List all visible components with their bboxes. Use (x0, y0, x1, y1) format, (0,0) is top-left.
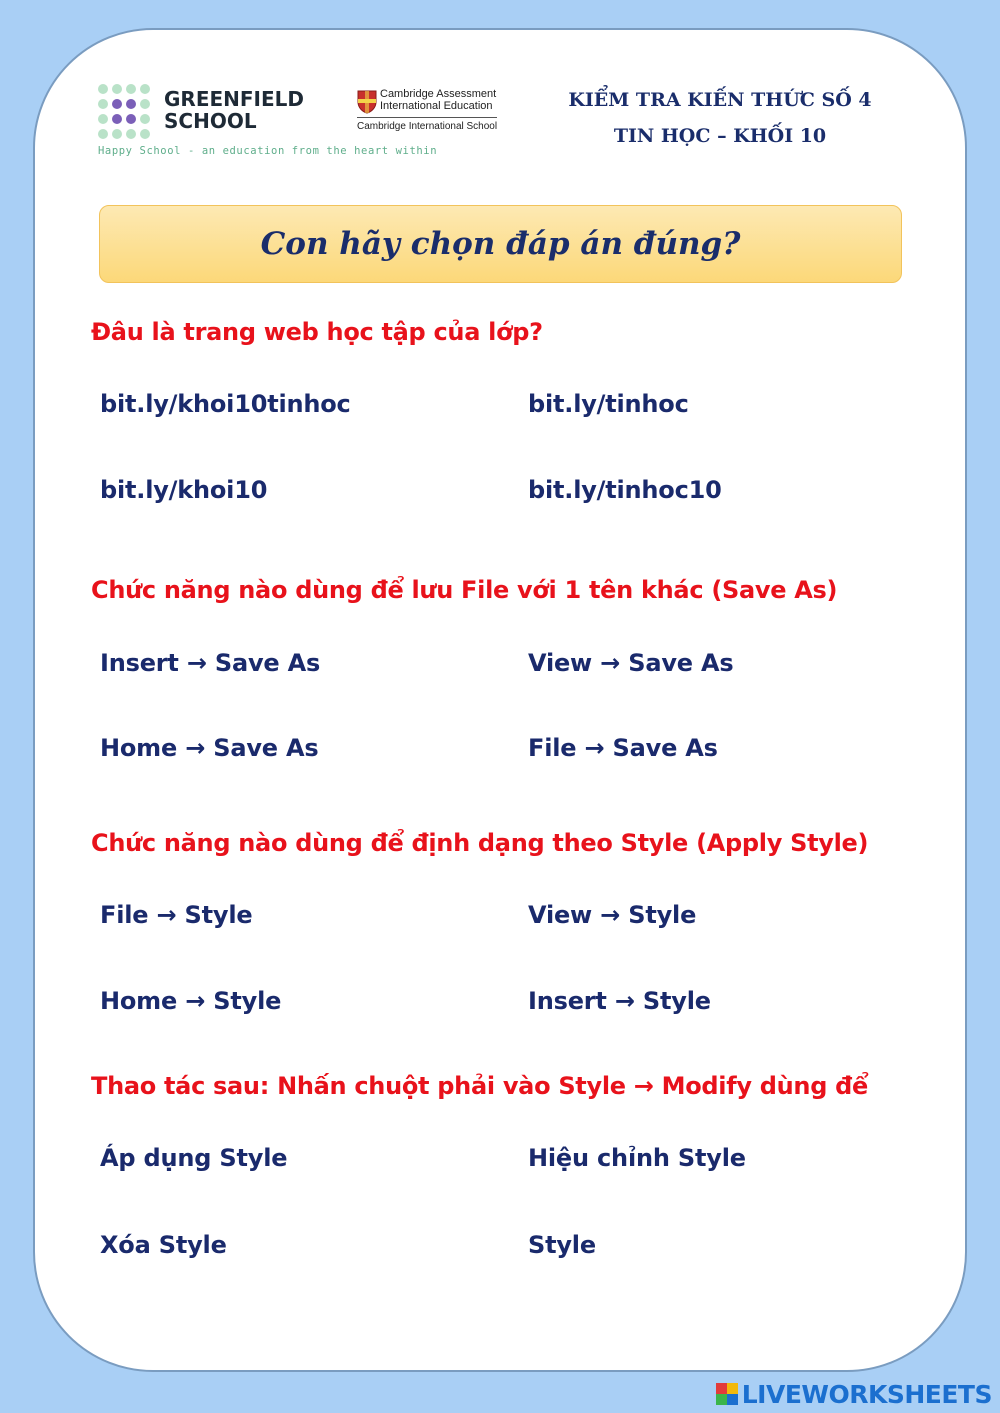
greenfield-logo-icon (98, 84, 154, 140)
q3-option-a[interactable]: File → Style (100, 901, 253, 929)
cambridge-line1: Cambridge Assessment (380, 88, 497, 100)
q4-option-c[interactable]: Xóa Style (100, 1231, 227, 1259)
question-1: Đâu là trang web học tập của lớp? (91, 318, 543, 346)
question-2: Chức năng nào dùng để lưu File với 1 tên khác (Save As) (91, 576, 838, 604)
instruction-text: Con hãy chọn đáp án đúng? (260, 226, 741, 262)
school-name-line1: GREENFIELD (164, 87, 304, 111)
question-4: Thao tác sau: Nhấn chuột phải vào Style → Modify dùng để (91, 1072, 869, 1100)
q3-option-c[interactable]: Home → Style (100, 987, 282, 1015)
q3-option-d[interactable]: Insert → Style (528, 987, 711, 1015)
school-name-line2: SCHOOL (164, 109, 257, 133)
q2-option-b[interactable]: View → Save As (528, 649, 734, 677)
worksheet-title (560, 82, 880, 154)
liveworksheets-logo[interactable] (716, 1378, 992, 1410)
cambridge-shield-icon (357, 90, 377, 114)
title-line1: KIỂM TRA KIẾN THỨC SỐ 4 (568, 89, 872, 111)
school-tagline: Happy School - an education from the heart within (98, 145, 438, 157)
cambridge-school-text: Cambridge International School (357, 121, 498, 132)
title-line2: TIN HỌC – KHỐI 10 (613, 125, 827, 147)
q3-option-b[interactable]: View → Style (528, 901, 697, 929)
question-3: Chức năng nào dùng để định dạng theo Style (Apply Style) (91, 829, 869, 857)
q2-option-a[interactable]: Insert → Save As (100, 649, 321, 677)
q1-option-a[interactable]: bit.ly/khoi10tinhoc (100, 390, 351, 418)
liveworksheets-badge-icon (716, 1383, 738, 1405)
q1-option-b[interactable]: bit.ly/tinhoc (528, 390, 689, 418)
q1-option-c[interactable]: bit.ly/khoi10 (100, 476, 268, 504)
instruction-banner (99, 205, 902, 283)
q4-option-d[interactable]: Style (528, 1231, 596, 1259)
q2-option-c[interactable]: Home → Save As (100, 734, 319, 762)
q1-option-d[interactable]: bit.ly/tinhoc10 (528, 476, 722, 504)
cambridge-assessment-text (380, 88, 510, 112)
q4-option-a[interactable]: Áp dụng Style (100, 1144, 288, 1172)
cambridge-divider (357, 117, 497, 118)
q2-option-d[interactable]: File → Save As (528, 734, 718, 762)
school-name (164, 88, 364, 132)
q4-option-b[interactable]: Hiệu chỉnh Style (528, 1144, 746, 1172)
liveworksheets-text: LIVEWORKSHEETS (741, 1379, 992, 1409)
cambridge-line2: International Education (380, 100, 493, 112)
